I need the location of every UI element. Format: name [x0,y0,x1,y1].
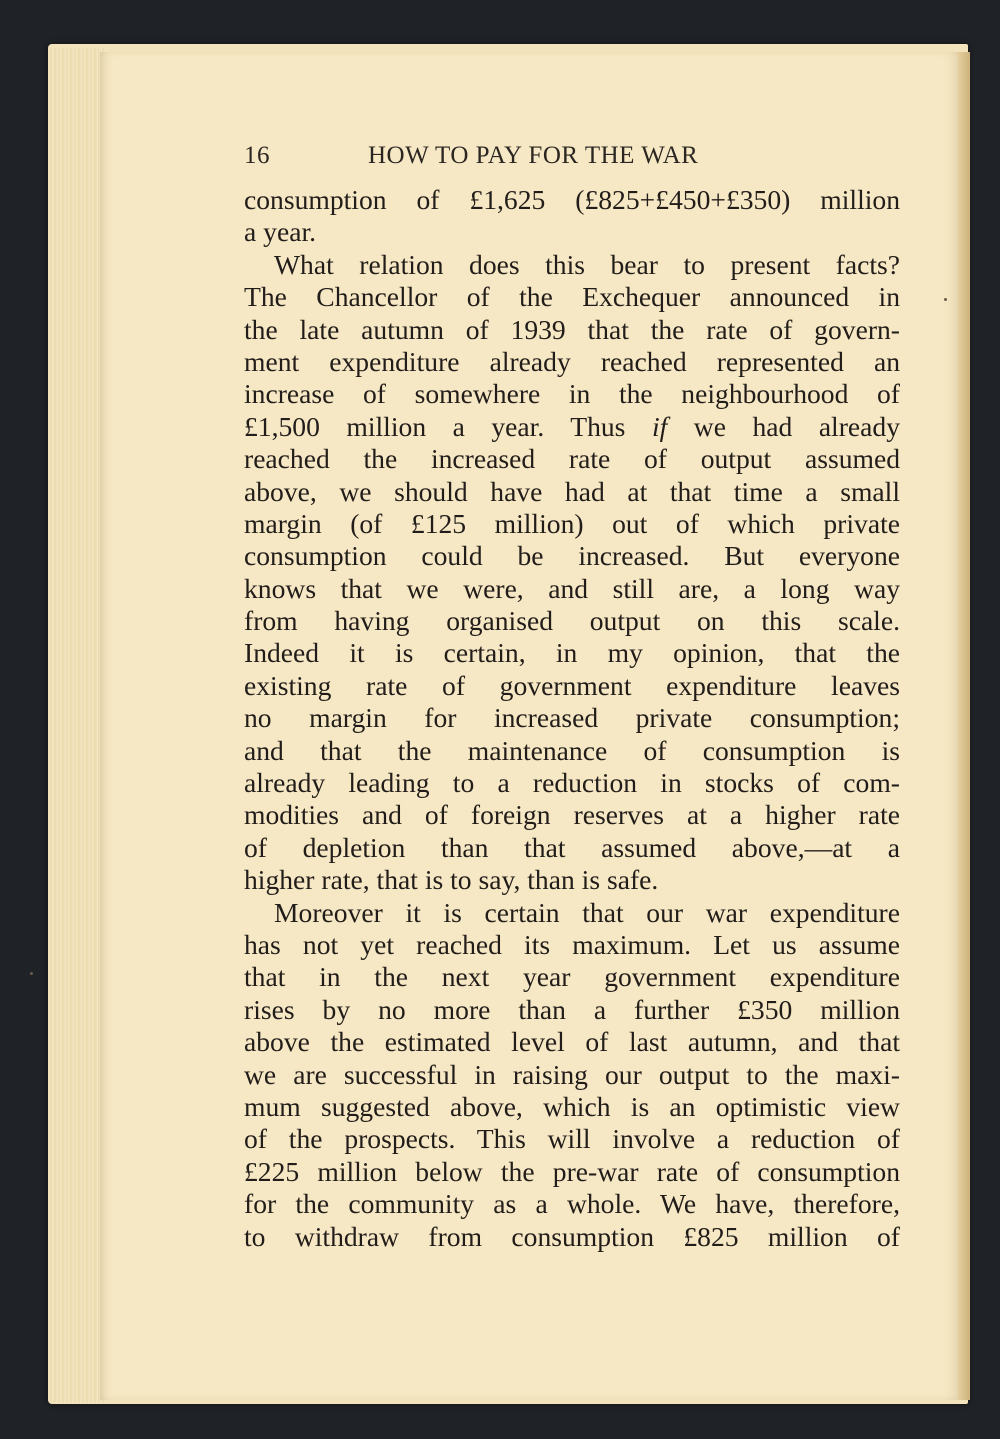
text-line: rises by no more than a further £350 million [244,993,900,1025]
text-line: £1,500 million a year. Thus if we had already [244,410,901,442]
text-line: modities and of foreign reserves at a higher rate [244,799,900,831]
text-line: consumption of £1,625 (£825+£450+£350) million [244,184,900,215]
text-line: £225 million below the pre-war rate of consumption [244,1155,900,1187]
text-line: Moreover it is certain that our war expenditure [274,896,900,928]
text-line: no margin for increased private consumption; [244,702,900,734]
text-line: and that the maintenance of consumption is [244,734,900,766]
text-line: mum suggested above, which is an optimistic view [244,1090,900,1122]
text-line: from having organised output on this scale. [244,605,900,637]
text-line: higher rate, that is to say, than is safe. [244,864,659,896]
text-line: of the prospects. This will involve a reduction of [244,1123,900,1155]
text-line: margin (of £125 million) out of which private [244,507,900,539]
text-line: The Chancellor of the Exchequer announced in [244,281,900,313]
emphasis: if [651,410,668,442]
text-line: Indeed it is certain, in my opinion, that the [244,637,900,669]
page-header [244,142,776,178]
paper-speck [30,972,33,975]
book-spine [958,52,970,1400]
page-number: 16 [244,142,270,169]
text-line: the late autumn of 1939 that the rate of govern- [244,313,900,345]
text-line: reached the increased rate of output assumed [244,443,900,475]
text-line: increase of somewhere in the neighbourhood of [244,378,900,410]
text-line: to withdraw from consumption £825 million of [244,1220,900,1252]
paper-speck [944,298,947,301]
text-line: consumption could be increased. But everyone [244,540,900,572]
text-line: we are successful in raising our output to the maxi- [244,1058,900,1090]
text-line: ment expenditure already reached represented an [244,345,900,377]
text-line: What relation does this bear to present facts? [274,248,900,280]
text-line: above, we should have had at that time a small [244,475,900,507]
text-line: a year. [244,216,317,248]
text-line: that in the next year government expenditure [244,961,900,993]
text-line: of depletion than that assumed above,—at a [244,831,900,863]
page-edges [50,48,106,1402]
body-text [244,184,900,1253]
text-line: has not yet reached its maximum. Let us assume [244,928,900,960]
text-line: knows that we were, and still are, a long way [244,572,900,604]
text-line: already leading to a reduction in stocks of com- [244,767,900,799]
text-line: existing rate of government expenditure leaves [244,669,900,701]
text-line: above the estimated level of last autumn, and that [244,1026,900,1058]
running-head: HOW TO PAY FOR THE WAR [368,142,699,169]
text-line: for the community as a whole. We have, therefore, [244,1188,900,1220]
